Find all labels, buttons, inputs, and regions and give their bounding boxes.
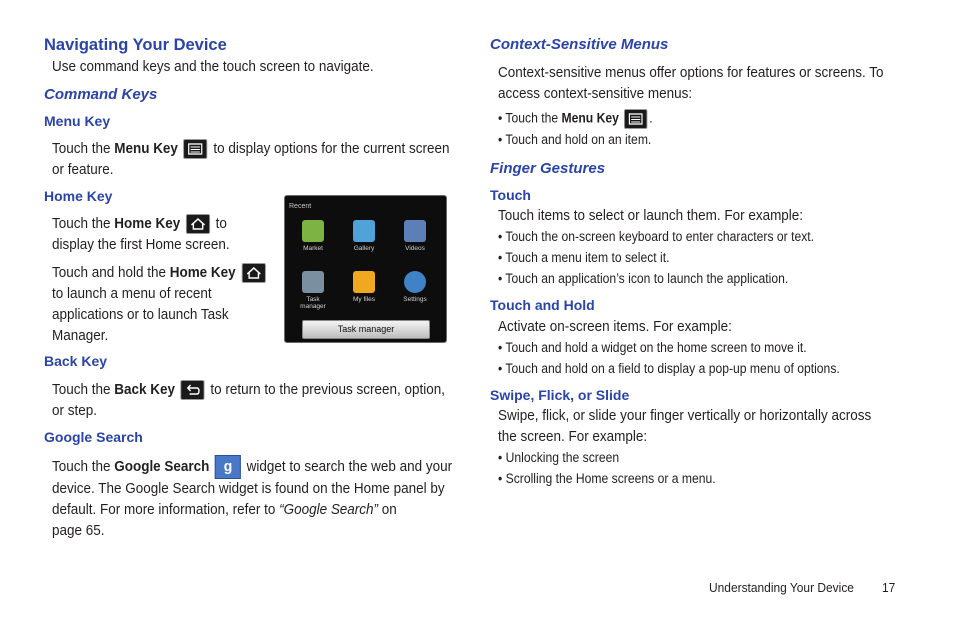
touch-hold-intro: Activate on-screen items. For example:	[498, 319, 732, 335]
touch-bullet-3: • Touch an application’s icon to launch the application.	[498, 271, 789, 286]
back-key-icon	[181, 380, 205, 400]
menu-key-icon	[624, 109, 647, 129]
page-title: Navigating Your Device	[44, 36, 227, 54]
google-search-text: Touch the Google Search g widget to search the web and your device. The Google Search widget is found on the Home panel by default. For more information, refer to “Google Search” on page 65.	[52, 455, 452, 542]
context-bullet-1: • Touch the Menu Key .	[498, 109, 653, 129]
swipe-bullet-1: • Unlocking the screen	[498, 450, 620, 465]
app-my-files: My files	[344, 271, 384, 303]
home-key-heading: Home Key	[44, 188, 113, 204]
context-menus-text: Context-sensitive menus offer options for features or screens. To access context-sensitive menus:	[498, 65, 884, 102]
app-gallery: Gallery	[344, 220, 384, 252]
touch-hold-heading: Touch and Hold	[490, 297, 595, 313]
touch-heading: Touch	[490, 187, 531, 203]
recent-title: Recent	[289, 203, 312, 210]
app-settings: Settings	[395, 271, 435, 303]
gallery-icon	[353, 220, 375, 242]
app-videos: Videos	[395, 220, 435, 252]
google-search-icon: g	[215, 455, 241, 479]
back-key-heading: Back Key	[44, 353, 108, 369]
footer-section: Understanding Your Device	[709, 580, 854, 595]
command-keys-heading: Command Keys	[44, 86, 158, 103]
intro-text: Use command keys and the touch screen to navigate.	[52, 59, 374, 75]
videos-icon	[404, 220, 426, 242]
swipe-heading: Swipe, Flick, or Slide	[490, 387, 630, 403]
my-files-icon	[353, 271, 375, 293]
market-icon	[302, 220, 324, 242]
home-key-text-1: Touch the Home Key to display the first Home screen.	[52, 216, 230, 253]
task-manager-button: Task manager	[302, 320, 430, 339]
home-key-icon	[241, 263, 265, 283]
settings-icon	[404, 271, 426, 293]
menu-key-text: Touch the Menu Key to display options for the current screen or feature.	[52, 141, 450, 178]
context-menus-heading: Context-Sensitive Menus	[490, 36, 669, 53]
page-number: 17	[882, 580, 896, 595]
recent-apps-screenshot	[284, 195, 447, 343]
swipe-text: Swipe, flick, or slide your finger vertically or horizontally across the screen. For example:	[498, 408, 872, 445]
touch-bullet-2: • Touch a menu item to select it.	[498, 250, 670, 265]
google-search-heading: Google Search	[44, 429, 143, 445]
touch-hold-bullet-1: • Touch and hold a widget on the home screen to move it.	[498, 340, 807, 355]
touch-bullet-1: • Touch the on-screen keyboard to enter characters or text.	[498, 229, 815, 244]
touch-intro: Touch items to select or launch them. For example:	[498, 208, 804, 224]
home-key-icon	[186, 214, 210, 234]
context-bullet-2: • Touch and hold on an item.	[498, 132, 652, 147]
touch-hold-bullet-2: • Touch and hold on a field to display a pop-up menu of options.	[498, 361, 840, 376]
back-key-text: Touch the Back Key to return to the previous screen, option, or step.	[52, 382, 445, 419]
menu-key-icon	[184, 139, 208, 159]
task-manager-icon	[302, 271, 324, 293]
swipe-bullet-2: • Scrolling the Home screens or a menu.	[498, 471, 716, 486]
finger-gestures-heading: Finger Gestures	[490, 160, 606, 177]
app-task-manager: Task manager	[293, 271, 333, 310]
menu-key-heading: Menu Key	[44, 113, 111, 129]
app-market: Market	[293, 220, 333, 252]
home-key-text-2: Touch and hold the Home Key to launch a menu of recent applications or to launch Task Manager.	[52, 263, 267, 347]
